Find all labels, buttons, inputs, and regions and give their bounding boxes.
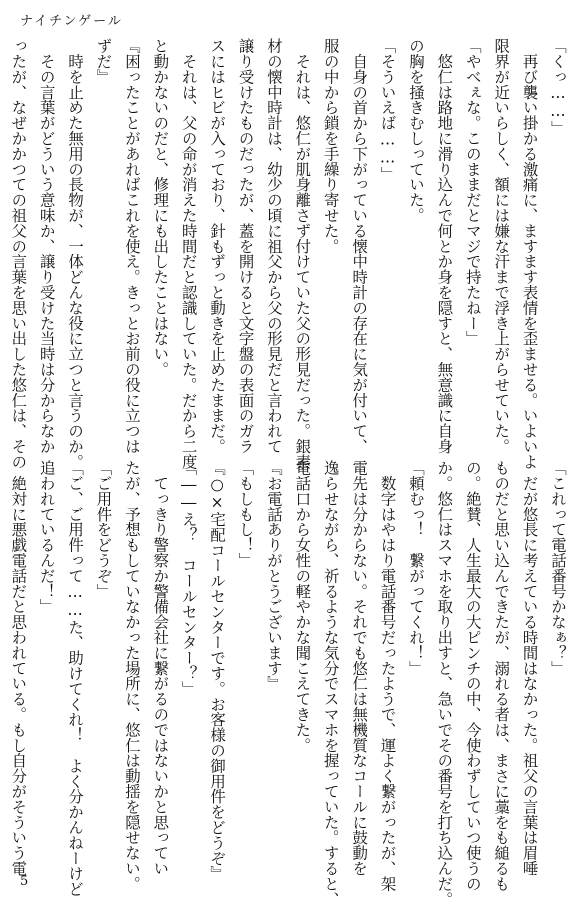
text-line: 「もしもし！」 (236, 460, 255, 568)
text-line (0, 460, 4, 856)
text-line: 時を止めた無用の長物が、一体どんな役に立つと言うのか。 (66, 38, 85, 470)
text-line: の。絶賛、人生最大の大ピンチの中、今使わずしていつ使うの (463, 460, 482, 892)
text-line: 『お電話ありがとうございます』 (264, 460, 283, 691)
text-line: 悠仁は路地に滑り込んで何とか身を隠すと、無意識に自身 (435, 38, 454, 454)
text-line: 『困ったことがあればこれを使え。きっとお前の役に立つは (122, 38, 141, 454)
text-line: 再び襲い掛かる激痛に、ますます表情を歪ませる。いよいよ (520, 38, 539, 470)
text-line: 限界が近いらしく、額には嫌な汗まで浮き上がらせていた。 (492, 38, 511, 454)
text-line: 「頼むっ！ 繋がってくれ！」 (406, 460, 425, 676)
text-line: ったが、なぜかかつての祖父の言葉を思い出した悠仁は、その (9, 38, 28, 470)
text-line: 電話口から女性の軽やかな聞こえてきた。 (293, 460, 312, 753)
text-line: と動かないのだと、修理にも出したことはない。 (151, 38, 170, 377)
text-line: 「そういえば……」 (378, 38, 397, 182)
top-text-block (9, 38, 572, 470)
text-line: 自身の首から下がっている懐中時計の存在に気が付いて、 (350, 38, 369, 454)
text-line: 「ご用件をどうぞ」 (94, 460, 113, 599)
text-line: その言葉がどういう意味か、譲り受けた当時は分からなか (37, 38, 56, 454)
text-line: 「これって電話番号かなぁ？」 (549, 460, 567, 676)
text-line: 「くっ……」 (549, 38, 567, 136)
text-line: てっきり警察か警備会社に繋がるのではないかと思ってい (151, 460, 170, 876)
text-line: 譲り受けたものだったが、蓋を開けると文字盤の表面のガラ (236, 38, 255, 454)
text-line: だが悠長に考えている時間はなかった。祖父の言葉は眉唾 (520, 460, 539, 876)
text-line: ものだと思い込んできたが、溺れる者は、まさに藁をも縋るも (492, 460, 511, 892)
text-line: 「ご、ご用件って……た、助けてくれ！ よく分かんねーけど (66, 460, 85, 897)
text-line: それは、父の命が消えた時間だと認識していた。だから二度 (179, 38, 198, 470)
page-number: 5 (20, 874, 29, 889)
text-line: 「――え？ コールセンター？」 (179, 460, 198, 697)
text-line: か。悠仁はスマホを取り出すと、急いでその番号を打ち込んだ。 (435, 460, 454, 907)
text-line: 「やべぇな。このままだとマジで持たねー」 (463, 38, 482, 346)
text-line: たが、予想もしていなかった場所に、悠仁は動揺を隠せない。 (122, 460, 141, 892)
text-line: 追われているんだ！」 (37, 460, 56, 614)
text-line: 服の中から鎖を手繰り寄せた。 (321, 38, 340, 254)
text-line: 電先は分からない。それでも悠仁は無機質なコールに鼓動を (350, 460, 369, 876)
bottom-text-block (9, 460, 572, 907)
running-head-title: ナイチンゲール (20, 14, 123, 29)
text-line: 逸らせながら、祈るような気分でスマホを握っていた。すると、 (321, 460, 340, 907)
text-line: 材の懐中時計は、幼少の頃に祖父から父の形見だと言われて (264, 38, 283, 454)
text-line: ずだ』 (94, 38, 113, 85)
text-line: 『○×宅配コールセンターです。お客様の御用件をどうぞ』 (208, 460, 227, 881)
text-line: それは、悠仁が肌身離さず付けていた父の形見だった。銀素 (293, 38, 312, 470)
text-line: スにはヒビが入っており、針もずっと動きを止めたままだ。 (208, 38, 227, 454)
text-line: 絶対に悪戯電話だと思われている。もし自分がそういう電 (9, 460, 28, 876)
text-line (0, 38, 4, 434)
text-line: の胸を掻きむしっていた。 (406, 38, 425, 223)
text-line: 数字はやはり電話番号だったようで、運よく繋がったが、架 (378, 460, 397, 892)
